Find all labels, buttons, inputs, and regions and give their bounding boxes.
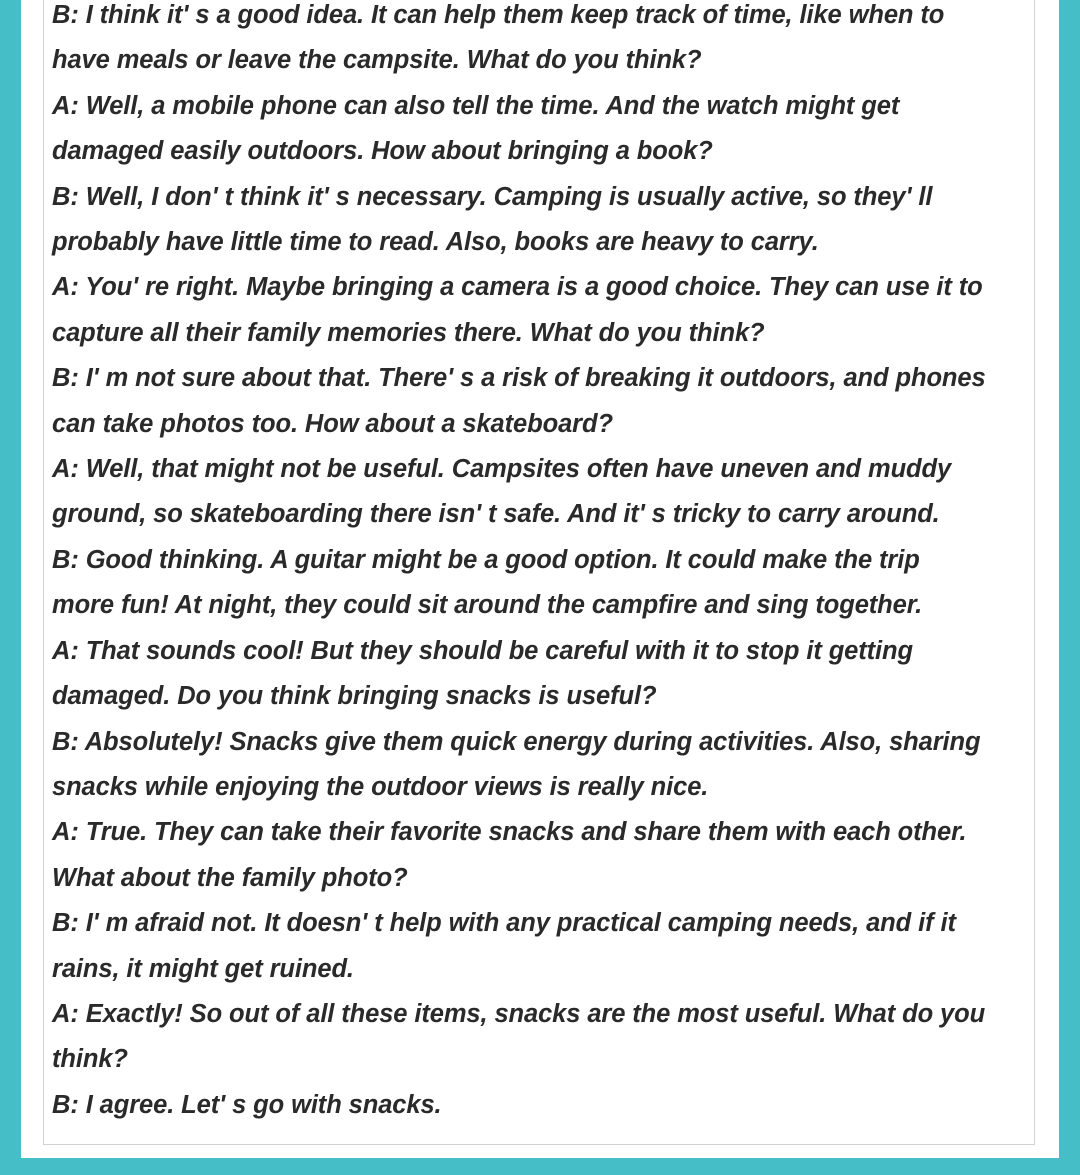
dialogue-line: ground, so skateboarding there isn' t safe. And it' s tricky to carry around. [52,500,940,529]
dialogue-text [52,0,1032,1128]
dialogue-line: B: I think it' s a good idea. It can help them keep track of time, like when to [52,1,945,29]
dialogue-line: B: I' m afraid not. It doesn' t help with any practical camping needs, and if it [52,909,956,938]
dialogue-line: B: Well, I don' t think it' s necessary. Camping is usually active, so they' ll [52,182,933,211]
dialogue-line: have meals or leave the campsite. What do you think? [52,46,702,75]
dialogue-line: A: True. They can take their favorite snacks and share them with each other. [52,818,967,847]
dialogue-line: snacks while enjoying the outdoor views is really nice. [52,772,709,801]
dialogue-line: probably have little time to read. Also, books are heavy to carry. [52,228,819,257]
dialogue-line: A: You' re right. Maybe bringing a camera is a good choice. They can use it to [52,273,983,302]
dialogue-line: What about the family photo? [52,863,408,892]
dialogue-line: A: Well, that might not be useful. Campsites often have uneven and muddy [52,455,952,484]
dialogue-line: A: That sounds cool! But they should be careful with it to stop it getting [52,636,913,665]
dialogue-line: A: Well, a mobile phone can also tell the time. And the watch might get [52,91,900,120]
dialogue-line: B: Good thinking. A guitar might be a good option. It could make the trip [52,545,920,574]
dialogue-line: B: I' m not sure about that. There' s a risk of breaking it outdoors, and phones [52,364,986,393]
dialogue-line: A: Exactly! So out of all these items, snacks are the most useful. What do you [52,999,986,1028]
dialogue-line: capture all their family memories there. What do you think? [52,318,765,347]
dialogue-frame [43,0,1035,1145]
dialogue-line: B: I agree. Let' s go with snacks. [52,1090,442,1119]
dialogue-line: damaged easily outdoors. How about bringing a book? [52,137,713,166]
dialogue-line: more fun! At night, they could sit around the campfire and sing together. [52,591,923,620]
document-page [21,0,1059,1158]
dialogue-line: damaged. Do you think bringing snacks is useful? [52,682,657,711]
dialogue-line: rains, it might get ruined. [52,954,354,983]
dialogue-line: think? [52,1045,128,1074]
dialogue-line: can take photos too. How about a skateboard? [52,409,613,438]
dialogue-line: B: Absolutely! Snacks give them quick energy during activities. Also, sharing [52,727,981,756]
